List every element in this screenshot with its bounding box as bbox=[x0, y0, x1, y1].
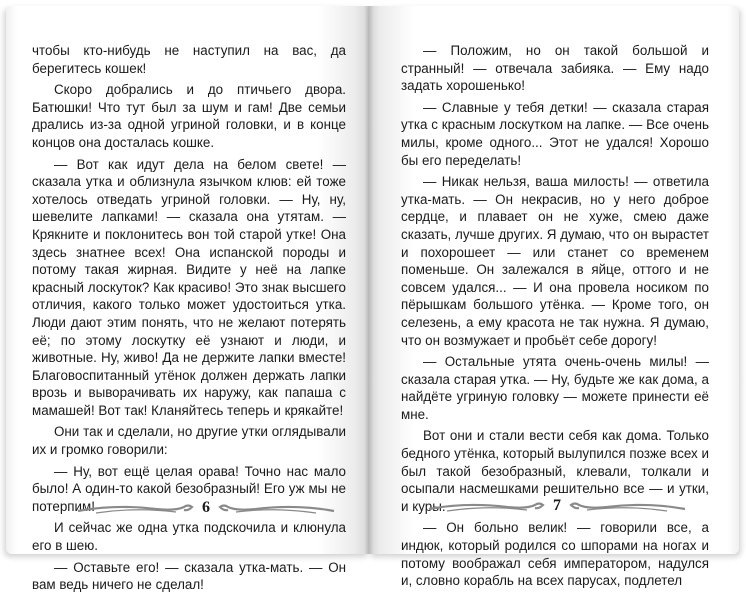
paragraph: И сейчас же одна утка подскочила и клюнула его в шею. bbox=[32, 520, 346, 554]
page-footer-ornament bbox=[427, 496, 687, 518]
right-page bbox=[369, 6, 739, 589]
paragraph: Вот они и стали вести себя как дома. Только бедного утёнка, который вылупился позже всех и был такой безобразный, клевали, толкали и осыпали насмешками решительно все — и утки, и куры. bbox=[401, 428, 709, 514]
left-page bbox=[6, 6, 369, 593]
paragraph: — Оставьте его! — сказала утка-мать. — Он вам ведь ничего не сделал! bbox=[32, 559, 346, 593]
book-gutter bbox=[364, 6, 374, 554]
paragraph: — Никак нельзя, ваша милость! — ответила утка-мать. — Он некрасив, но у него доброе сердце, и плавает он не хуже, смею даже сказать, лучше других. Я думаю, что он вырастет и похорошеет — или станет со временем поменьше. Он залежался в яйце, оттого и не совсем удался... — И она провела носиком по пёрышкам большого утёнка. — Кроме того, он селезень, а ему красота не так нужна. Я думаю, что он возмужает и пробьёт себе дорогу! bbox=[401, 174, 709, 348]
paragraph: Они так и сделали, но другие утки оглядывали их и громко говорили: bbox=[32, 424, 346, 458]
paragraph: — Славные у тебя детки! — сказала старая утка с красным лоскутком на лапке. — Все очень милы, кроме одного... Этот не удался! Хорошо бы его переделать! bbox=[401, 99, 709, 168]
paragraph: — Вот как идут дела на белом свете! — сказала утка и облизнула язычком клюв: ей тоже хотелось отведать угриной головки. — Ну, ну, шевелите лапками! — сказала она утятам. — Крякните и поклонитесь вон той старой утке! Она здесь знатнее всех! Она испанской породы и потому такая жирная. Видите у неё на лапке красный лоскуток? Как красиво! Это знак высшего отличия, какого только может удостоиться утка. Люди дают этим понять, что не желают потерять её; по этому лоскутку её узнают и люди, и животные. Ну, живо! Да не держите лапки вместе! Благовоспитанный утёнок должен держать лапки врозь и выворачивать их наружу, как папаша с мамашей! Вот так! Кланяйтесь теперь и крякайте! bbox=[32, 156, 346, 418]
paragraph: — Положим, но он такой большой и странный! — отвечала забияка. — Ему надо задать хорошенько! bbox=[401, 43, 709, 94]
paragraph: — Он больно велик! — говорили все, а индюк, который родился со шпорами на ногах и потому воображал себя императором, надулся и, словно корабль на всех парусах, подлетел bbox=[401, 520, 709, 589]
page-number: 7 bbox=[553, 497, 561, 514]
paragraph: чтобы кто-нибудь не наступил на вас, да берегитесь кошек! bbox=[32, 43, 346, 76]
paragraph: Скоро добрались и до птичьего двора. Батюшки! Что тут был за шум и гам! Две семьи дрались из-за одной угриной головки, и в конце концов она досталась кошке. bbox=[32, 82, 346, 150]
paragraph: — Остальные утята очень-очень милы! — сказала старая утка. — Ну, будьте же как дома, а найдёте угриную головку — можете принести её мне. bbox=[401, 354, 709, 422]
page-number: 6 bbox=[202, 499, 210, 516]
paragraph: — Ну, вот ещё целая орава! Точно нас мало было! А один-то какой безобразный! Его уж мы не потерпим! bbox=[32, 463, 346, 514]
page-footer-ornament bbox=[76, 498, 336, 520]
